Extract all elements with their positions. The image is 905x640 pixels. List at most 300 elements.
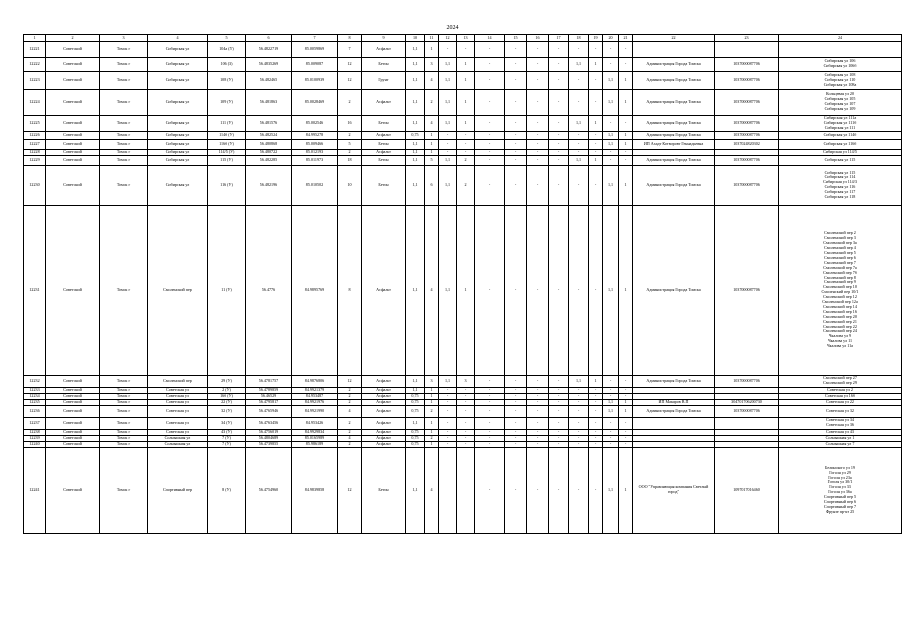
table-cell: 84.995278 bbox=[292, 131, 338, 139]
table-cell: 1,1 bbox=[406, 375, 425, 387]
table-cell: 85.012193 bbox=[292, 149, 338, 155]
table-row bbox=[24, 375, 902, 387]
table-cell: 12233 bbox=[24, 387, 46, 393]
table-cell: - bbox=[603, 435, 619, 441]
owner-cell: ИП Макаров В.П bbox=[633, 399, 715, 405]
table-cell: Томск г bbox=[100, 165, 148, 205]
table-cell: - bbox=[505, 165, 527, 205]
table-cell: 1,1 bbox=[406, 89, 425, 115]
table-cell: - bbox=[603, 417, 619, 429]
table-cell: 2 bbox=[425, 405, 439, 417]
owner-cell: Администрация Города Томска bbox=[633, 165, 715, 205]
table-cell: 0,75 bbox=[406, 441, 425, 447]
table-cell: 56.4776 bbox=[246, 205, 292, 375]
table-cell: - bbox=[619, 393, 633, 399]
table-cell: 1,1 bbox=[569, 57, 589, 71]
table-cell: 1,1 bbox=[406, 115, 425, 131]
table-cell: - bbox=[475, 417, 505, 429]
table-cell: Асфальт bbox=[362, 417, 406, 429]
ogrn-cell: 1037000087706 bbox=[715, 57, 779, 71]
address-item: Сибирская ул 114/3 bbox=[823, 179, 857, 185]
table-cell: Томск г bbox=[100, 435, 148, 441]
table-cell: - bbox=[549, 399, 569, 405]
table-cell: - bbox=[603, 441, 619, 447]
address-item: Смоленский пер 7 bbox=[824, 259, 856, 265]
table-cell: Советский bbox=[46, 149, 100, 155]
table-cell: 2 bbox=[338, 417, 362, 429]
table-cell: Томск г bbox=[100, 375, 148, 387]
table-cell: 43 (У) bbox=[208, 429, 246, 435]
table-cell: 0,75 bbox=[406, 131, 425, 139]
table-cell: - bbox=[475, 375, 505, 387]
table-cell: 104а (5') bbox=[208, 42, 246, 58]
table-cell: - bbox=[505, 441, 527, 447]
address-item: Спортивный пер 5 bbox=[823, 494, 857, 500]
table-cell: - bbox=[549, 155, 569, 165]
table-cell: - bbox=[505, 399, 527, 405]
table-cell: 6 bbox=[425, 165, 439, 205]
table-cell: Советский bbox=[46, 429, 100, 435]
table-cell: - bbox=[527, 447, 549, 533]
table-cell: - bbox=[589, 205, 603, 375]
table-cell: Сибирская ул bbox=[148, 165, 208, 205]
address-item: Сибирская ул 111б bbox=[823, 119, 857, 125]
table-cell: Томск г bbox=[100, 89, 148, 115]
table-cell: 1 bbox=[425, 417, 439, 429]
address-item: Смоленский пер 27 bbox=[823, 375, 857, 381]
table-cell: 85.0100939 bbox=[292, 71, 338, 89]
address-item: Сибирская ул 105 bbox=[824, 96, 856, 102]
owner-cell: ООО "Управляющая компания Светлый город" bbox=[633, 447, 715, 533]
table-cell: 84.9839858 bbox=[292, 447, 338, 533]
table-cell: - bbox=[589, 405, 603, 417]
owner-cell: Администрация Города Томска bbox=[633, 57, 715, 71]
table-cell: - bbox=[569, 435, 589, 441]
table-cell: 116б (У) bbox=[208, 139, 246, 149]
table-cell: - bbox=[549, 149, 569, 155]
table-cell: 0,75 bbox=[406, 405, 425, 417]
table-cell: - bbox=[603, 115, 619, 131]
owner-cell: Администрация Города Томска bbox=[633, 375, 715, 387]
table-cell: - bbox=[475, 405, 505, 417]
table-cell: - bbox=[505, 375, 527, 387]
table-cell: - bbox=[475, 399, 505, 405]
table-cell: Советский bbox=[46, 42, 100, 58]
address-item: Смоленский пер 22 bbox=[823, 323, 857, 329]
table-cell: 8 (У) bbox=[208, 447, 246, 533]
column-number: 5 bbox=[208, 35, 246, 42]
address-item: Советская ул 22 bbox=[826, 399, 854, 404]
table-cell: 1 bbox=[425, 387, 439, 393]
table-cell: - bbox=[603, 155, 619, 165]
address-item: Сибирская ул 114б bbox=[823, 131, 857, 137]
table-cell: - bbox=[505, 42, 527, 58]
table-cell: - bbox=[527, 393, 549, 399]
table-cell: 1 bbox=[425, 42, 439, 58]
address-item: Чкалова ул 11 bbox=[827, 338, 853, 344]
table-cell: 8 bbox=[338, 205, 362, 375]
table-cell: Советский bbox=[46, 115, 100, 131]
table-cell: Сибирская ул bbox=[148, 139, 208, 149]
table-cell: - bbox=[527, 71, 549, 89]
table-cell: - bbox=[475, 115, 505, 131]
table-cell: 1 bbox=[425, 139, 439, 149]
address-item: Смоленский пер 7б bbox=[823, 269, 857, 275]
table-cell: - bbox=[569, 393, 589, 399]
table-cell: Советская ул bbox=[148, 405, 208, 417]
column-number: 19 bbox=[589, 35, 603, 42]
table-cell: - bbox=[439, 42, 457, 58]
table-cell: - bbox=[457, 42, 475, 58]
table-cell: 84.9921990 bbox=[292, 405, 338, 417]
table-cell: - bbox=[475, 139, 505, 149]
table-cell: 22 (У) bbox=[208, 399, 246, 405]
table-cell: Асфальт bbox=[362, 387, 406, 393]
table-cell: - bbox=[457, 429, 475, 435]
address-list-cell bbox=[779, 165, 902, 205]
table-cell: - bbox=[549, 447, 569, 533]
table-cell: - bbox=[527, 131, 549, 139]
table-cell: 1,1 bbox=[406, 387, 425, 393]
ogrn-cell: 304701706200730 bbox=[715, 399, 779, 405]
table-cell: Томск г bbox=[100, 139, 148, 149]
table-cell: 56.481576 bbox=[246, 115, 292, 131]
table-cell: Томск г bbox=[100, 205, 148, 375]
ogrn-cell: 1037000087706 bbox=[715, 155, 779, 165]
table-cell: Сибирская ул bbox=[148, 89, 208, 115]
table-cell: - bbox=[619, 57, 633, 71]
ogrn-cell: 1037000087706 bbox=[715, 405, 779, 417]
address-list-cell bbox=[779, 155, 902, 165]
address-item: Смоленский пер 5 bbox=[824, 249, 856, 255]
table-cell: - bbox=[569, 71, 589, 89]
address-list-cell bbox=[779, 375, 902, 387]
owner-cell bbox=[633, 417, 715, 429]
table-cell: 1,1 bbox=[439, 165, 457, 205]
table-cell: - bbox=[505, 393, 527, 399]
table-cell: Сибирская ул bbox=[148, 149, 208, 155]
table-cell: 1,1 bbox=[406, 71, 425, 89]
table-cell: 56.4765946 bbox=[246, 405, 292, 417]
table-cell: 1,1 bbox=[406, 42, 425, 58]
table-cell: 1 bbox=[457, 71, 475, 89]
table-cell: Асфальт bbox=[362, 429, 406, 435]
owner-cell: Администрация Города Томска bbox=[633, 131, 715, 139]
table-cell: 7 bbox=[338, 42, 362, 58]
table-cell: 1 bbox=[589, 155, 603, 165]
table-cell: 1,1 bbox=[439, 89, 457, 115]
table-cell bbox=[457, 447, 475, 533]
column-number: 21 bbox=[619, 35, 633, 42]
table-cell: - bbox=[505, 435, 527, 441]
address-item: Смоленский пер 20 bbox=[823, 313, 857, 319]
table-cell: 1,1 bbox=[406, 417, 425, 429]
address-item: Спортивный пер 7 bbox=[823, 503, 857, 509]
address-item: Гоголя ул 23а bbox=[828, 474, 852, 480]
table-cell: 1 bbox=[619, 131, 633, 139]
table-cell: 56.4804689 bbox=[246, 435, 292, 441]
table-cell: 84.9895769 bbox=[292, 205, 338, 375]
table-cell: - bbox=[589, 165, 603, 205]
column-number: 16 bbox=[527, 35, 549, 42]
table-cell: Томск г bbox=[100, 155, 148, 165]
table-cell: - bbox=[505, 447, 527, 533]
table-cell: 4 bbox=[425, 115, 439, 131]
table-cell: 12223 bbox=[24, 71, 46, 89]
table-cell: 1,1 bbox=[603, 399, 619, 405]
table-cell: 2 bbox=[338, 399, 362, 405]
address-item: Смоленский пер 9 bbox=[824, 279, 856, 285]
column-number: 20 bbox=[603, 35, 619, 42]
table-cell: - bbox=[589, 149, 603, 155]
table-cell: 111 (У) bbox=[208, 115, 246, 131]
table-cell: 3 bbox=[457, 375, 475, 387]
table-cell: 1 bbox=[425, 149, 439, 155]
table-cell: 56.482285 bbox=[246, 155, 292, 165]
column-number: 6 bbox=[246, 35, 292, 42]
table-cell: Советский bbox=[46, 205, 100, 375]
table-cell: - bbox=[569, 447, 589, 533]
table-cell: 1 bbox=[619, 139, 633, 149]
table-cell: 10 bbox=[338, 165, 362, 205]
table-cell: Асфальт bbox=[362, 375, 406, 387]
table-cell: 85.011973 bbox=[292, 155, 338, 165]
address-item: Белинского ул 19 bbox=[825, 464, 855, 470]
table-cell: - bbox=[505, 387, 527, 393]
table-cell: 56.482196 bbox=[246, 165, 292, 205]
table-cell: 12238 bbox=[24, 429, 46, 435]
table-cell: Советский bbox=[46, 155, 100, 165]
table-cell: - bbox=[569, 89, 589, 115]
address-list-cell bbox=[779, 417, 902, 429]
address-item: Смоленский пер 10/1 bbox=[821, 289, 859, 295]
table-cell: - bbox=[475, 149, 505, 155]
table-cell: 1,1 bbox=[603, 131, 619, 139]
table-cell: 12234 bbox=[24, 393, 46, 399]
table-cell: 0,75 bbox=[406, 429, 425, 435]
table-cell: 4 bbox=[338, 405, 362, 417]
column-number: 10 bbox=[406, 35, 425, 42]
table-cell: 4 bbox=[425, 71, 439, 89]
table-cell: 2 bbox=[457, 165, 475, 205]
table-row bbox=[24, 417, 902, 429]
address-item: Смоленский пер 16 bbox=[823, 308, 857, 314]
table-row bbox=[24, 139, 902, 149]
table-cell: - bbox=[439, 387, 457, 393]
table-cell: 1 bbox=[425, 399, 439, 405]
table-cell: - bbox=[527, 435, 549, 441]
table-cell: 84.953426 bbox=[292, 417, 338, 429]
address-item: Смоленский пер 8 bbox=[824, 274, 856, 280]
column-number: 17 bbox=[549, 35, 569, 42]
table-cell: 1,1 bbox=[569, 115, 589, 131]
table-cell: 12 bbox=[338, 71, 362, 89]
table-cell: - bbox=[549, 393, 569, 399]
table-cell: 12239 bbox=[24, 435, 46, 441]
table-cell: 1 bbox=[589, 57, 603, 71]
table-cell: 108 (У) bbox=[208, 71, 246, 89]
table-cell: - bbox=[569, 139, 589, 149]
ogrn-cell: 1037000087706 bbox=[715, 375, 779, 387]
address-item: Сибирская ул 108 bbox=[824, 71, 856, 77]
table-cell: - bbox=[603, 57, 619, 71]
table-cell: 116 (У) bbox=[208, 165, 246, 205]
address-item: Гоголя ул 29 bbox=[829, 469, 851, 475]
table-cell: - bbox=[475, 447, 505, 533]
table-cell: - bbox=[549, 42, 569, 58]
table-cell: - bbox=[589, 441, 603, 447]
owner-cell: Администрация Города Томска bbox=[633, 115, 715, 131]
table-cell: 1,1 bbox=[603, 165, 619, 205]
table-cell: 4 bbox=[338, 435, 362, 441]
table-cell: - bbox=[439, 405, 457, 417]
address-item: Чкалова ул 11а bbox=[827, 343, 853, 349]
table-cell: - bbox=[475, 155, 505, 165]
table-cell: - bbox=[475, 165, 505, 205]
address-item: Смоленский пер 6 bbox=[824, 254, 856, 260]
table-cell: 1,1 bbox=[603, 139, 619, 149]
table-cell: - bbox=[569, 417, 589, 429]
owner-cell: Администрация Города Томска bbox=[633, 89, 715, 115]
table-cell: 56.4756019 bbox=[246, 429, 292, 435]
table-cell: 34 (У) bbox=[208, 417, 246, 429]
address-item: Гоголя ул 30/1 bbox=[827, 479, 853, 485]
address-item: Сибирская ул 116 bbox=[824, 184, 856, 190]
table-cell: Советская ул bbox=[148, 429, 208, 435]
address-item: Смоленский пер 3а bbox=[823, 240, 857, 246]
table-cell: Сибирская ул bbox=[148, 57, 208, 71]
table-cell: Асфальт bbox=[362, 42, 406, 58]
table-cell: - bbox=[505, 115, 527, 131]
table-cell: Асфальт bbox=[362, 149, 406, 155]
table-cell: Советская ул bbox=[148, 417, 208, 429]
table-cell: - bbox=[549, 435, 569, 441]
table-cell: - bbox=[439, 429, 457, 435]
table-cell: - bbox=[549, 57, 569, 71]
table-cell: Асфальт bbox=[362, 435, 406, 441]
table-cell: - bbox=[549, 131, 569, 139]
table-cell: - bbox=[475, 441, 505, 447]
table-cell: - bbox=[589, 139, 603, 149]
table-cell: 0,75 bbox=[406, 399, 425, 405]
table-cell: 29 (У) bbox=[208, 375, 246, 387]
owner-cell bbox=[633, 42, 715, 58]
address-item: Советская ул 32 bbox=[826, 407, 854, 413]
table-cell: 106 (3) bbox=[208, 57, 246, 71]
table-cell: Асфальт bbox=[362, 131, 406, 139]
address-item: Сибирская ул 118 bbox=[824, 194, 856, 200]
column-number: 3 bbox=[100, 35, 148, 42]
table-cell: 115 (У) bbox=[208, 155, 246, 165]
table-cell: 12222 bbox=[24, 57, 46, 71]
table-cell: Советский bbox=[46, 71, 100, 89]
table-cell: Сибирская ул bbox=[148, 131, 208, 139]
table-cell: - bbox=[603, 375, 619, 387]
table-cell: 4 bbox=[425, 205, 439, 375]
table-cell: - bbox=[527, 387, 549, 393]
table-cell: - bbox=[549, 441, 569, 447]
table-cell: - bbox=[439, 139, 457, 149]
address-item: Чкалова ул 9 bbox=[828, 333, 852, 339]
table-cell: 56.4835269 bbox=[246, 57, 292, 71]
table-cell: 1,1 bbox=[439, 57, 457, 71]
table-cell: 0,75 bbox=[406, 435, 425, 441]
ogrn-cell: 1037000087706 bbox=[715, 165, 779, 205]
table-cell: 7 (У) bbox=[208, 441, 246, 447]
table-cell: - bbox=[439, 441, 457, 447]
table-cell: Бетон bbox=[362, 139, 406, 149]
table-cell: 84.953487 bbox=[292, 393, 338, 399]
table-cell: - bbox=[589, 417, 603, 429]
address-item: Сибирская ул 108а bbox=[823, 81, 857, 87]
address-list-cell bbox=[779, 405, 902, 417]
table-cell: 2 bbox=[425, 89, 439, 115]
table-cell: 12236 bbox=[24, 405, 46, 417]
table-cell: - bbox=[589, 89, 603, 115]
address-item: Спортивный пер 6 bbox=[823, 499, 857, 505]
table-cell: - bbox=[439, 417, 457, 429]
table-cell: 12230 bbox=[24, 165, 46, 205]
table-cell: Советский bbox=[46, 393, 100, 399]
table-row bbox=[24, 205, 902, 375]
table-cell: 1,1 bbox=[603, 71, 619, 89]
table-cell: - bbox=[549, 205, 569, 375]
table-cell: - bbox=[619, 149, 633, 155]
table-cell: - bbox=[603, 393, 619, 399]
table-cell: - bbox=[475, 429, 505, 435]
table-cell: 56.482524 bbox=[246, 131, 292, 139]
address-item: Советская ул 16б bbox=[825, 393, 855, 398]
table-cell: - bbox=[549, 429, 569, 435]
table-cell: - bbox=[569, 205, 589, 375]
owner-cell: Администрация Города Томска bbox=[633, 71, 715, 89]
address-item: Гоголя ул 33 bbox=[829, 484, 851, 490]
table-cell: 2 bbox=[338, 387, 362, 393]
table-cell: 114/5 (У) bbox=[208, 149, 246, 155]
table-cell: 56.4789859 bbox=[246, 387, 292, 393]
table-cell: Советский bbox=[46, 57, 100, 71]
column-number: 15 bbox=[505, 35, 527, 42]
table-cell: Асфальт bbox=[362, 441, 406, 447]
table-cell: 56.4781757 bbox=[246, 375, 292, 387]
table-cell: - bbox=[457, 441, 475, 447]
address-item: Смоленский пер 7а bbox=[823, 264, 857, 270]
table-cell: - bbox=[457, 417, 475, 429]
table-cell: - bbox=[505, 155, 527, 165]
table-cell: - bbox=[505, 71, 527, 89]
table-cell: 4 bbox=[425, 447, 439, 533]
column-number: 4 bbox=[148, 35, 208, 42]
address-list-cell bbox=[779, 57, 902, 71]
table-cell: Солнышная ул bbox=[148, 435, 208, 441]
table-cell: 12221 bbox=[24, 42, 46, 58]
table-cell: Смоленский пер bbox=[148, 205, 208, 375]
table-row bbox=[24, 42, 902, 58]
column-number: 8 bbox=[338, 35, 362, 42]
table-cell: 1,1 bbox=[406, 447, 425, 533]
table-cell: 56.4822719 bbox=[246, 42, 292, 58]
address-list-cell bbox=[779, 139, 902, 149]
address-item: Сибирская ул 116б bbox=[823, 140, 857, 146]
table-cell: 12228 bbox=[24, 149, 46, 155]
table-cell: Томск г bbox=[100, 131, 148, 139]
table-cell: 12235 bbox=[24, 399, 46, 405]
address-item: Смоленский пер 12 bbox=[823, 294, 857, 300]
table-cell: - bbox=[603, 42, 619, 58]
table-cell: 16б (У) bbox=[208, 393, 246, 399]
table-row bbox=[24, 57, 902, 71]
table-cell: 3 bbox=[425, 375, 439, 387]
